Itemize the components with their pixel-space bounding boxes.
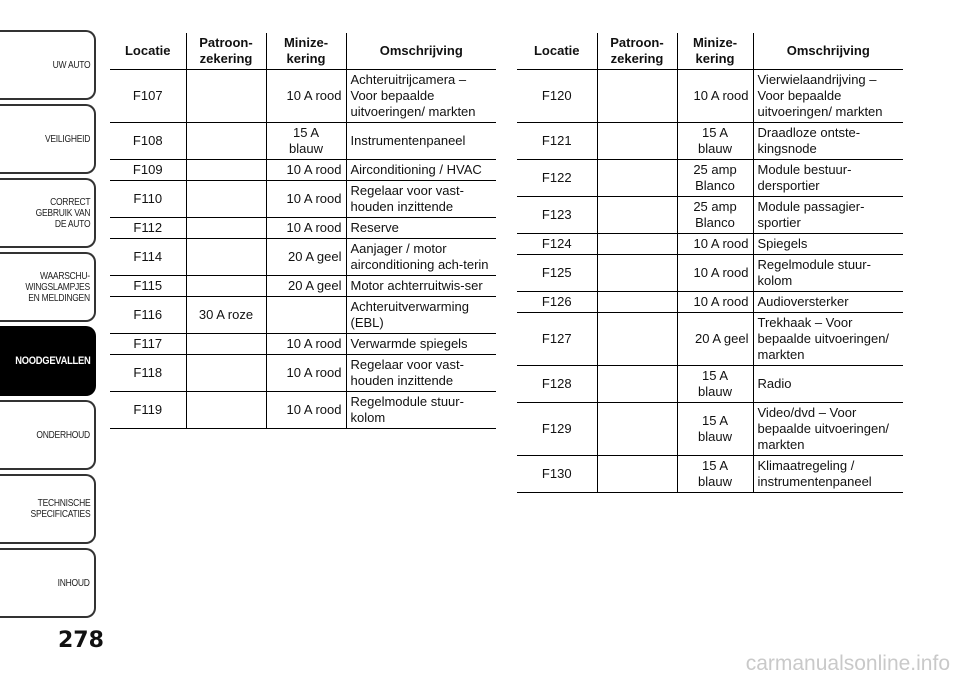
description-cell: Klimaatregeling / instrumentenpaneel — [753, 456, 903, 493]
page-number: 278 — [58, 628, 104, 653]
table-row — [517, 456, 903, 493]
description-cell: Regelmodule stuur-kolom — [753, 255, 903, 292]
cartridge-fuse-cell — [186, 160, 266, 181]
description-cell: Motor achterruitwis-ser — [346, 276, 496, 297]
header-omschrijving: Omschrijving — [753, 33, 903, 70]
table-row — [110, 355, 496, 392]
tab-waarschuwingslampjes[interactable] — [0, 252, 96, 322]
table-row — [517, 123, 903, 160]
description-cell: Spiegels — [753, 234, 903, 255]
mini-fuse-cell: 20 A geel — [266, 276, 346, 297]
table-header-row — [110, 33, 496, 70]
fuse-location-cell: F122 — [517, 160, 597, 197]
fuse-location-cell: F123 — [517, 197, 597, 234]
header-minizekering: Minize- kering — [266, 33, 346, 70]
cartridge-fuse-cell — [186, 392, 266, 429]
mini-fuse-cell: 10 A rood — [677, 234, 753, 255]
table-row — [110, 297, 496, 334]
description-cell: Radio — [753, 366, 903, 403]
fuse-location-cell: F124 — [517, 234, 597, 255]
cartridge-fuse-cell — [186, 239, 266, 276]
fuse-location-cell: F115 — [110, 276, 186, 297]
fuse-location-cell: F112 — [110, 218, 186, 239]
cartridge-fuse-cell — [597, 366, 677, 403]
table-row — [110, 239, 496, 276]
tab-inhoud[interactable] — [0, 548, 96, 618]
table-row — [517, 403, 903, 456]
description-cell: Verwarmde spiegels — [346, 334, 496, 355]
cartridge-fuse-cell — [597, 160, 677, 197]
description-cell: Trekhaak – Voor bepaalde uitvoeringen/ markten — [753, 313, 903, 366]
fuse-location-cell: F110 — [110, 181, 186, 218]
mini-fuse-cell: 10 A rood — [677, 70, 753, 123]
fuse-location-cell: F119 — [110, 392, 186, 429]
description-cell: Audioversterker — [753, 292, 903, 313]
mini-fuse-cell: 15 A blauw — [677, 456, 753, 493]
mini-fuse-cell: 20 A geel — [677, 313, 753, 366]
table-row — [517, 70, 903, 123]
cartridge-fuse-cell — [186, 334, 266, 355]
tab-technische-specificaties[interactable] — [0, 474, 96, 544]
mini-fuse-cell: 15 A blauw — [677, 366, 753, 403]
table-row — [517, 234, 903, 255]
mini-fuse-cell: 10 A rood — [677, 255, 753, 292]
table-row — [517, 160, 903, 197]
table-row — [110, 392, 496, 429]
description-cell: Airconditioning / HVAC — [346, 160, 496, 181]
mini-fuse-cell: 15 A blauw — [677, 403, 753, 456]
table-row — [517, 313, 903, 366]
tab-label: ONDERHOUD — [36, 429, 90, 441]
tab-label: TECHNISCHE SPECIFICATIES — [30, 498, 90, 520]
mini-fuse-cell: 10 A rood — [266, 181, 346, 218]
mini-fuse-cell: 10 A rood — [266, 218, 346, 239]
description-cell: Achteruitverwarming (EBL) — [346, 297, 496, 334]
mini-fuse-cell: 20 A geel — [266, 239, 346, 276]
table-row — [110, 218, 496, 239]
cartridge-fuse-cell — [597, 456, 677, 493]
cartridge-fuse-cell: 30 A roze — [186, 297, 266, 334]
table-row — [110, 123, 496, 160]
mini-fuse-cell: 10 A rood — [266, 334, 346, 355]
description-cell: Regelaar voor vast-houden inzittende — [346, 355, 496, 392]
fuse-location-cell: F114 — [110, 239, 186, 276]
mini-fuse-cell: 15 A blauw — [677, 123, 753, 160]
cartridge-fuse-cell — [186, 276, 266, 297]
mini-fuse-cell: 10 A rood — [266, 355, 346, 392]
cartridge-fuse-cell — [597, 234, 677, 255]
description-cell: Draadloze ontste-kingsnode — [753, 123, 903, 160]
header-patroonzekering: Patroon- zekering — [186, 33, 266, 70]
mini-fuse-cell: 10 A rood — [266, 392, 346, 429]
fuse-location-cell: F120 — [517, 70, 597, 123]
fuse-location-cell: F117 — [110, 334, 186, 355]
fuse-location-cell: F121 — [517, 123, 597, 160]
table-row — [110, 181, 496, 218]
mini-fuse-cell: 10 A rood — [266, 70, 346, 123]
table-row — [110, 276, 496, 297]
description-cell: Achteruitrijcamera – Voor bepaalde uitvoeringen/ markten — [346, 70, 496, 123]
mini-fuse-cell: 15 A blauw — [266, 123, 346, 160]
description-cell: Regelaar voor vast-houden inzittende — [346, 181, 496, 218]
description-cell: Regelmodule stuur-kolom — [346, 392, 496, 429]
fuse-location-cell: F118 — [110, 355, 186, 392]
fuse-location-cell: F108 — [110, 123, 186, 160]
cartridge-fuse-cell — [597, 197, 677, 234]
tab-veiligheid[interactable] — [0, 104, 96, 174]
cartridge-fuse-cell — [597, 403, 677, 456]
mini-fuse-cell: 10 A rood — [677, 292, 753, 313]
header-omschrijving: Omschrijving — [346, 33, 496, 70]
table-header-row — [517, 33, 903, 70]
table-row — [517, 292, 903, 313]
mini-fuse-cell: 25 amp Blanco — [677, 197, 753, 234]
fuse-location-cell: F107 — [110, 70, 186, 123]
fuse-location-cell: F127 — [517, 313, 597, 366]
tab-label: VEILIGHEID — [44, 133, 90, 145]
tab-noodgevallen[interactable] — [0, 326, 96, 396]
table-row — [517, 255, 903, 292]
cartridge-fuse-cell — [186, 355, 266, 392]
fuse-location-cell: F129 — [517, 403, 597, 456]
cartridge-fuse-cell — [597, 123, 677, 160]
mini-fuse-cell: 25 amp Blanco — [677, 160, 753, 197]
fuse-location-cell: F109 — [110, 160, 186, 181]
tab-label: WAARSCHU- WINGSLAMPJES EN MELDINGEN — [25, 270, 90, 304]
cartridge-fuse-cell — [597, 255, 677, 292]
description-cell: Aanjager / motor airconditioning ach-terin — [346, 239, 496, 276]
cartridge-fuse-cell — [597, 70, 677, 123]
fuse-table-right — [517, 33, 903, 493]
description-cell: Instrumentenpaneel — [346, 123, 496, 160]
tab-label: NOODGEVALLEN — [14, 354, 90, 367]
tab-label: INHOUD — [57, 577, 90, 589]
header-locatie: Locatie — [110, 33, 186, 70]
mini-fuse-cell: 10 A rood — [266, 160, 346, 181]
header-locatie: Locatie — [517, 33, 597, 70]
table-row — [110, 70, 496, 123]
cartridge-fuse-cell — [186, 70, 266, 123]
fuse-location-cell: F116 — [110, 297, 186, 334]
table-row — [110, 334, 496, 355]
tab-onderhoud[interactable] — [0, 400, 96, 470]
cartridge-fuse-cell — [186, 123, 266, 160]
description-cell: Module passagier-sportier — [753, 197, 903, 234]
fuse-location-cell: F130 — [517, 456, 597, 493]
fuse-location-cell: F125 — [517, 255, 597, 292]
cartridge-fuse-cell — [597, 292, 677, 313]
tab-label: CORRECT GEBRUIK VAN DE AUTO — [35, 196, 90, 230]
fuse-location-cell: F126 — [517, 292, 597, 313]
watermark: carmanualsonline.info — [745, 652, 950, 675]
fuse-table-left — [110, 33, 496, 429]
table-row — [517, 197, 903, 234]
fuse-location-cell: F128 — [517, 366, 597, 403]
cartridge-fuse-cell — [186, 181, 266, 218]
description-cell: Video/dvd – Voor bepaalde uitvoeringen/ markten — [753, 403, 903, 456]
header-minizekering: Minize- kering — [677, 33, 753, 70]
cartridge-fuse-cell — [597, 313, 677, 366]
mini-fuse-cell — [266, 297, 346, 334]
description-cell: Reserve — [346, 218, 496, 239]
description-cell: Vierwielaandrijving – Voor bepaalde uitvoeringen/ markten — [753, 70, 903, 123]
tab-label: UW AUTO — [52, 59, 90, 71]
cartridge-fuse-cell — [186, 218, 266, 239]
table-row — [517, 366, 903, 403]
tab-uw-auto[interactable] — [0, 30, 96, 100]
tab-correct-gebruik[interactable] — [0, 178, 96, 248]
header-patroonzekering: Patroon- zekering — [597, 33, 677, 70]
table-row — [110, 160, 496, 181]
description-cell: Module bestuur-dersportier — [753, 160, 903, 197]
